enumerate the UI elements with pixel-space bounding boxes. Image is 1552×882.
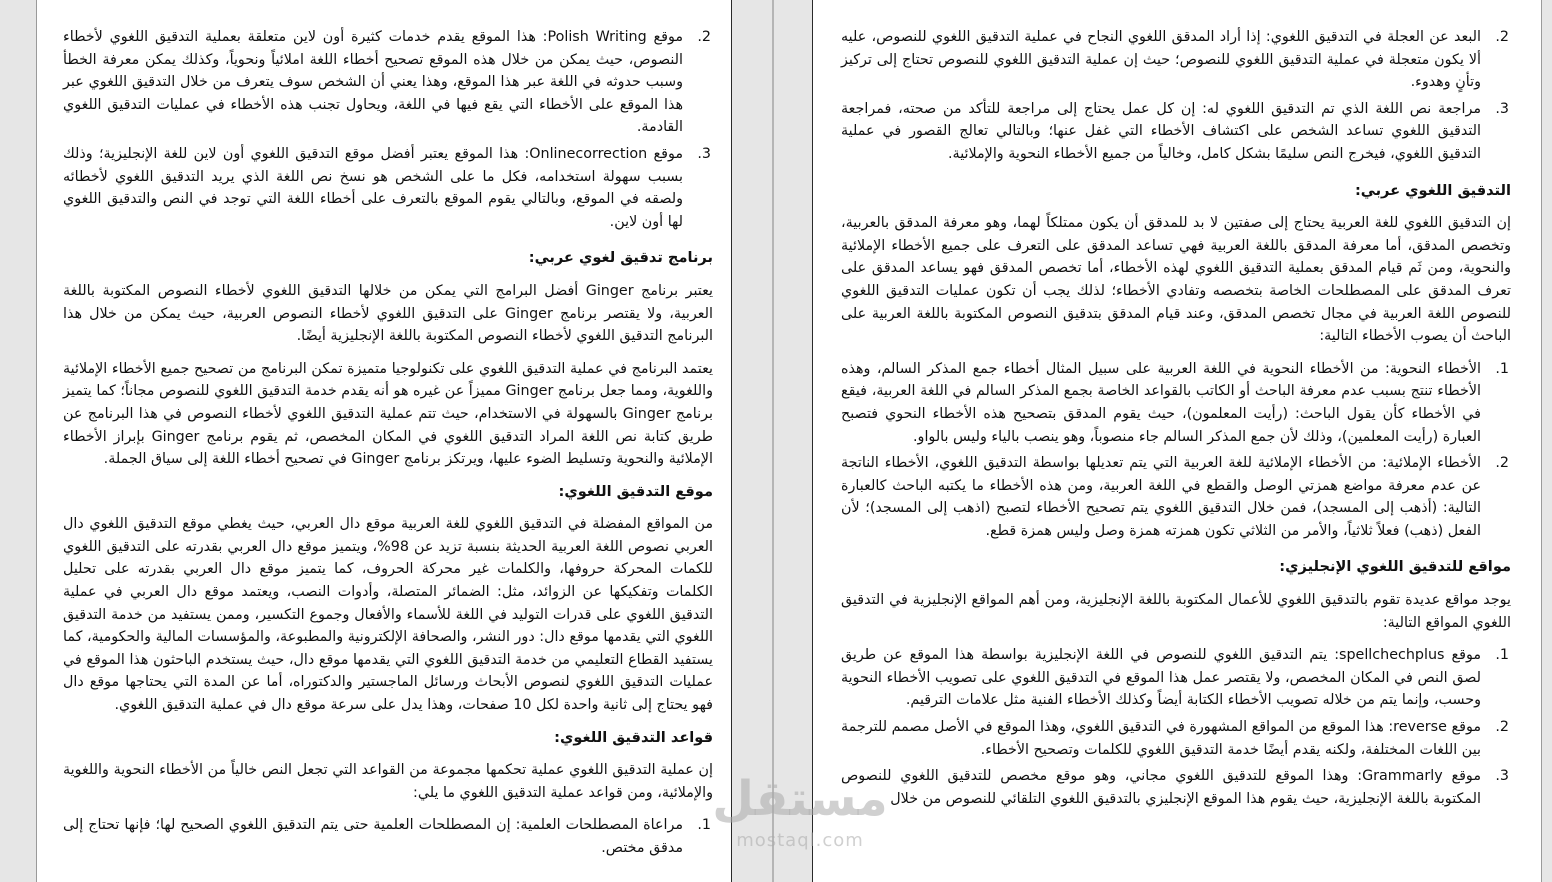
list-text: موقع spellchechplus: يتم التدقيق اللغوي للنصوص في اللغة الإنجليزية بواسطة هذا الموقع عن طريق لصق النص في المكان المخصص، ولا يقتصر عمل هذا الموقع في التدقيق اللغوي على تصويب الأخطاء النحوية وحسب، وإنما يتم من خلاله تصويب الأخطاء الكتابة أيضاً وكذلك الأخطاء الفنية مثل علامات الترقيم. — [841, 647, 1481, 709]
document-page-left — [36, 0, 732, 882]
page-content-right — [841, 26, 1511, 814]
list-item — [841, 644, 1511, 712]
list-number: 2. — [1495, 455, 1509, 472]
list-number: 3. — [697, 145, 711, 162]
list-number: 1. — [1495, 647, 1509, 664]
list-number: 2. — [697, 29, 711, 45]
list-number: 1. — [1495, 360, 1509, 377]
list-item — [841, 26, 1511, 94]
section-heading-arabic: التدقيق اللغوي عربي: — [1354, 181, 1511, 199]
list-text: موقع Grammarly: وهذا الموقع للتدقيق اللغوي مجاني، وهو موقع مخصص للتدقيق اللغوي للنصوص المكتوبة باللغة الإنجليزية، حيث يقوم هذا الموقع الإنجليزي بالتدقيق اللغوي التلقائي للنصوص من خلال — [841, 768, 1481, 807]
list-number: 2. — [1495, 719, 1509, 736]
list-text: مراجعة نص اللغة الذي تم التدقيق اللغوي له: إن كل عمل يحتاج إلى مراجعة للتأكد من صحته، فمراجعة التدقيق اللغوي تساعد الشخص على اكتشاف الأخطاء التي غفل عنها؛ وبالتالي تعالج القصور في عملية التدقيق اللغوي، فيخرج النص سليمًا بشكل كامل، وخالياً من جميع الأخطاء النحوية والإملائية. — [841, 100, 1481, 162]
list-item — [841, 452, 1511, 542]
list-text: مراعاة المصطلحات العلمية: إن المصطلحات العلمية حتى يتم التدقيق اللغوي الصحيح لها؛ فإنها تحتاج إلى مدقق مختص. — [63, 817, 683, 856]
list-item — [63, 143, 713, 233]
paragraph: إن عملية التدقيق اللغوي عملية تحكمها مجموعة من القواعد التي تجعل النص خالياً من الأخطاء النحوية واللغوية والإملائية، ومن قواعد عملية التدقيق اللغوي ما يلي: — [63, 762, 713, 801]
watermark-url: mostaql.com — [736, 830, 864, 851]
paragraph: يعتمد البرنامج في عملية التدقيق اللغوي على تكنولوجيا متميزة تمكن البرنامج من تصحيح جميع الأخطاء الإملائية واللغوية، ومما جعل برنامج Ginger مميزاً عن غيره هو أنه يقدم خدمة التدقيق اللغوي للنصوص مجاناً؛ كما يتميز برنامج Ginger بالسهولة في الاستخدام، حيث تتم عملية التدقيق اللغوي لأخطاء النصوص في هذا البرنامج عن طريق كتابة نص اللغة المراد التدقيق اللغوي في المكان المخصص، ثم يقوم برنامج Ginger بإبراز الأخطاء الإملائية والنحوية وتسليط الضوء عليها، ويرتكز برنامج Ginger في تصحيح أخطاء اللغة إلى سياق الجملة. — [63, 360, 713, 468]
paragraph: يوجد مواقع عديدة تقوم بالتدقيق اللغوي للأعمال المكتوبة باللغة الإنجليزية، ومن أهم المواقع الإنجليزية في التدقيق اللغوي المواقع التالية: — [841, 592, 1511, 631]
list-text: موقع Onlinecorrection: هذا الموقع يعتبر أفضل موقع التدقيق اللغوي أون لاين للغة الإنجليزية؛ وذلك بسبب سهولة استخدامه، فكل ما على الشخص هو نسخ نص اللغة الذي يريد التدقيق اللغوي لأخطائه ولصقه في الموقع، وبالتالي يقوم الموقع بالتعرف على أخطاء اللغة التي توجد في النص والتدقيق اللغوي لها أون لاين. — [63, 145, 683, 230]
watermark-logo: مستقل — [712, 771, 888, 827]
list-item — [841, 765, 1511, 810]
section-heading-ginger: برنامج تدقيق لغوي عربي: — [528, 249, 713, 267]
list-text: موقع Polish Writing: هذا الموقع يقدم خدمات كثيرة أون لاين متعلقة بعملية التدقيق اللغوي لأخطاء النصوص، حيث يمكن من خلال هذه الموقع تصحيح أخطاء اللغة املائياً ونحوياً، وكذلك يمكن معرفة الخطأ وسبب حدوثه في اللغة عبر هذا الموقع، وهذا يعني أن الشخص سوف يتعرف من خلال التدقيق اللغوي عبر هذا الموقع على الأخطاء التي يقع فيها في اللغة، ويحاول تجنب هذه الأخطاء في عمليات التدقيق اللغوي القادمة. — [63, 29, 683, 136]
paragraph: من المواقع المفضلة في التدقيق اللغوي للغة العربية موقع دال العربي، حيث يغطي موقع التدقيق اللغوي دال العربي نصوص اللغة العربية الحديثة بنسبة تزيد عن 98%، ويتميز موقع دال العربي بقدرته على التدقيق اللغوي للكمات المحركة حروفها، والكلمات غير محركة الحروف، كما يتميز موقع دال العربي بقدرته على تحليل الكلمات وتفكيكها عن الزوائد، مثل: الضمائر المتصلة، وأدوات النصب، ويعتمد موقع دال العربي في عملية التدقيق اللغوي على قدرات التوليد في اللغة للأسماء والأفعال وجموع التكسير، وممن يستفيد من خدمة التدقيق اللغوي التي يقدمها موقع دال: دور النشر، والصحافة الإلكترونية والمطبوعة، والمؤسسات المالية والحكومية، كما يستفيد القطاع التعليمي من خدمة التدقيق اللغوي التي يقدمها موقع دال، حيث يستخدم الباحثون هذا الموقع في عمليات التدقيق اللغوي لنصوص الأبحاث ورسائل الماجستير والدكتوراه، أما عن المدة التي يحتاجها موقع دال فهو يحتاج إلى ثانية واحدة لكل 10 صفحات، وهذا يدل على سرعة موقع دال في عملية التدقيق اللغوي. — [63, 516, 713, 714]
page-gap — [772, 0, 774, 882]
list-text: البعد عن العجلة في التدقيق اللغوي: إذا أراد المدقق اللغوي النجاح في عملية التدقيق اللغوي للنصوص، عليه ألا يكون متعجلة في عملية التدقيق اللغوي للنصوص؛ حيث إن عملية التدقيق اللغوي للنصوص تحتاج إلى تركيز وتأنٍ وهدوء. — [841, 29, 1481, 91]
section-heading-site: موقع التدقيق اللغوي: — [558, 482, 713, 500]
list-number: 3. — [1495, 768, 1509, 785]
section-heading-rules: قواعد التدقيق اللغوي: — [554, 728, 713, 746]
list-number: 3. — [1495, 100, 1509, 117]
list-item — [63, 814, 713, 859]
list-item — [841, 98, 1511, 166]
document-page-right — [812, 0, 1542, 882]
list-item — [841, 716, 1511, 761]
list-number: 2. — [1495, 29, 1509, 45]
list-text: الأخطاء الإملائية: من الأخطاء الإملائية للغة العربية التي يتم تعديلها بواسطة التدقيق اللغوي، الأخطاء الناتجة عن عدم معرفة مواضع همزتي الوصل والقطع في اللغة العربية، ومن هذه الأخطاء ما يكتبه الباحث كالعبارة التالية: (أذهب إلى المسجد)، فمن خلال التدقيق اللغوي يتم تصحيح الأخطاء لتصبح (اذهب إلى المسجد)؛ لأن الفعل (ذهب) فعلاً ثلاثياً، والأمر من الثلاثي تكون همزته همزة وصل وليس همزة قطع. — [841, 455, 1481, 539]
paragraph: يعتبر برنامج Ginger أفضل البرامج التي يمكن من خلالها التدقيق اللغوي لأخطاء النصوص المكتوبة باللغة العربية، ولا يقتصر برنامج Ginger على التدقيق اللغوي لأخطاء النصوص العربية، حيث يمكن من خلال هذا البرنامج التدقيق اللغوي لأخطاء النصوص المكتوبة باللغة الإنجليزية أيضًا. — [63, 282, 713, 345]
paragraph: إن التدقيق اللغوي للغة العربية يحتاج إلى صفتين لا بد للمدقق أن يكون ممتلكاً لهما، وهو معرفة المدقق بالعربية، وتخصص المدقق، أما معرفة المدقق باللغة العربية فهي تساعد المدقق على التعرف على جميع الأخطاء الإملائية والنحوية، ومن ثَم قيام المدقق بعملية التدقيق اللغوي لهذه الأخطاء، أما تخصص المدقق فهو يساعد المدقق على تعرف المدقق على المصطلحات الخاصة بتخصصه وتفادي الأخطاء؛ لذلك يجب أن تكون عمليات التدقيق اللغوي للنصوص اللغة العربية في مجال تخصص المدقق، وعند قيام المدقق بتدقيق النصوص المكتوبة باللغة العربية على الباحث أن يصوب الأخطاء التالية: — [841, 215, 1511, 345]
list-number: 1. — [697, 817, 711, 834]
list-item — [63, 26, 713, 139]
list-text: موقع reverse: هذا الموقع من المواقع المشهورة في التدقيق اللغوي، وهذا الموقع في الأصل مصمم للترجمة بين اللغات المختلفة، ولكنه يقدم أيضًا خدمة التدقيق اللغوي للكلمات وتصحيح الأخطاء. — [841, 719, 1481, 758]
list-item — [841, 358, 1511, 448]
list-text: الأخطاء النحوية: من الأخطاء النحوية في اللغة العربية على سبيل المثال أخطاء جمع المذكر السالم، وهذه الأخطاء تنتج بسبب عدم معرفة الباحث أو الكاتب بالقواعد الخاصة بجمع المذكر السالم في اللغة العربية، فيقع في الأخطاء كأن يقول الباحث: (رأيت المعلمون)، حيث يقوم المدقق بتصحيح هذه الأخطاء النحوي فتصبح العبارة (رأيت المعلمين)، وذلك لأن جمع المذكر السالم جاء منصوباً، وهو ينصب بالياء وليس بالواو. — [841, 360, 1481, 445]
page-content-left — [63, 26, 713, 864]
section-heading-english: مواقع للتدقيق اللغوي الإنجليزي: — [1279, 558, 1511, 576]
